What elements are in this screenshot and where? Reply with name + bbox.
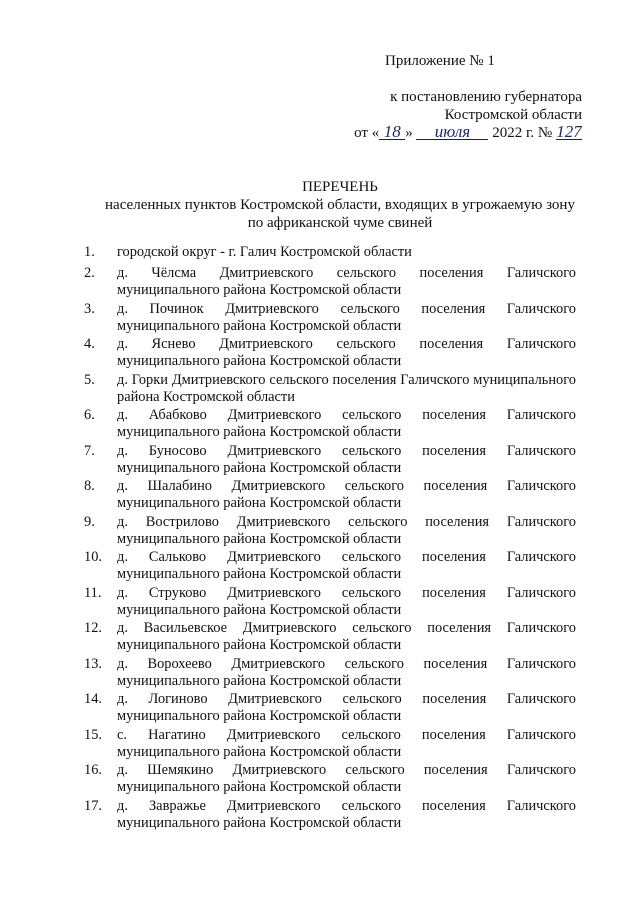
list-item (84, 798, 576, 832)
list-item-number: 11. (84, 584, 102, 601)
title-heading: ПЕРЕЧЕНЬ (302, 179, 378, 195)
list-item-number: 7. (84, 442, 95, 459)
decree-line-1: к постановлению губернатора (390, 89, 582, 105)
decree-reference (330, 88, 582, 142)
list-item-text: д. Горки Дмитриевского сельского поселения Галичского муниципального района Костромской области (117, 371, 576, 405)
list-item (84, 514, 576, 548)
list-item-text: д. Шалабино Дмитриевского сельского поселения Галичского муниципального района Костромской области (117, 478, 576, 511)
handwritten-day: 18 (379, 124, 405, 140)
title-subtitle-1: населенных пунктов Костромской области, входящих в угрожаемую зону (105, 197, 575, 213)
list-item-number: 5. (84, 371, 95, 388)
list-item-text: д. Ворохеево Дмитриевского сельского поселения Галичского муниципального района Костромской области (117, 655, 576, 689)
list-item-number: 12. (84, 620, 102, 636)
list-item (84, 727, 576, 761)
list-item-text: д. Яснево Дмитриевского сельского поселения Галичского муниципального района Костромской области (117, 336, 576, 369)
list-item-number: 16. (84, 762, 102, 778)
list-item (84, 762, 576, 796)
date-year: 2022 г. № (492, 125, 553, 141)
list-item (84, 691, 576, 725)
date-quote-close: » (405, 125, 413, 141)
document-title (60, 178, 620, 232)
list-item-number: 13. (84, 655, 102, 672)
list-item-text: д. Починок Дмитриевского сельского поселения Галичского муниципального района Костромской области (117, 300, 576, 334)
list-item-text: д. Шемякино Дмитриевского сельского поселения Галичского муниципального района Костромской области (117, 762, 576, 795)
decree-date-line (330, 124, 582, 142)
list-item (84, 656, 576, 690)
list-item-text: д. Васильевское Дмитриевского сельского поселения Галичского муниципального района Костромской области (117, 620, 576, 653)
settlement-list (84, 244, 576, 833)
handwritten-decree-number: 127 (556, 122, 582, 141)
list-item (84, 585, 576, 619)
list-item-number: 17. (84, 797, 102, 814)
list-item-text: д. Сальково Дмитриевского сельского поселения Галичского муниципального района Костромской области (117, 549, 576, 582)
list-item-number: 2. (84, 265, 95, 281)
list-item-text: д. Абабково Дмитриевского сельского поселения Галичского муниципального района Костромской области (117, 407, 576, 440)
list-item-number: 8. (84, 478, 95, 494)
handwritten-month: июля (416, 124, 488, 140)
list-item (84, 372, 576, 406)
list-item (84, 443, 576, 477)
list-item-number: 3. (84, 300, 95, 317)
list-item (84, 265, 576, 299)
list-item-number: 10. (84, 549, 102, 565)
decree-line-2: Костромской области (444, 107, 582, 123)
list-item-number: 4. (84, 336, 95, 352)
list-item-number: 6. (84, 407, 95, 423)
list-item (84, 244, 576, 261)
list-item-number: 1. (84, 244, 95, 260)
list-item-text: д. Логиново Дмитриевского сельского поселения Галичского муниципального района Костромской области (117, 691, 576, 724)
list-item-number: 14. (84, 691, 102, 707)
list-item-text: д. Чёлсма Дмитриевского сельского поселения Галичского муниципального района Костромской области (117, 265, 576, 298)
list-item-text: д. Струково Дмитриевского сельского поселения Галичского муниципального района Костромской области (117, 584, 576, 618)
list-item-text: городской округ - г. Галич Костромской области (117, 244, 412, 260)
list-item-number: 9. (84, 513, 95, 530)
list-item (84, 301, 576, 335)
list-item (84, 478, 576, 512)
list-item (84, 620, 576, 654)
list-item-text: с. Нагатино Дмитриевского сельского поселения Галичского муниципального района Костромской области (117, 726, 576, 760)
list-item-text: д. Буносово Дмитриевского сельского поселения Галичского муниципального района Костромской области (117, 442, 576, 476)
list-item (84, 549, 576, 583)
title-subtitle-2: по африканской чуме свиней (247, 215, 433, 231)
list-item-text: д. Завражье Дмитриевского сельского поселения Галичского муниципального района Костромской области (117, 797, 576, 831)
list-item-text: д. Вострилово Дмитриевского сельского поселения Галичского муниципального района Костромской области (117, 513, 576, 547)
date-prefix: от « (354, 125, 380, 141)
list-item-number: 15. (84, 726, 102, 743)
list-item (84, 407, 576, 441)
list-item (84, 336, 576, 370)
appendix-label: Приложение № 1 (385, 53, 495, 69)
